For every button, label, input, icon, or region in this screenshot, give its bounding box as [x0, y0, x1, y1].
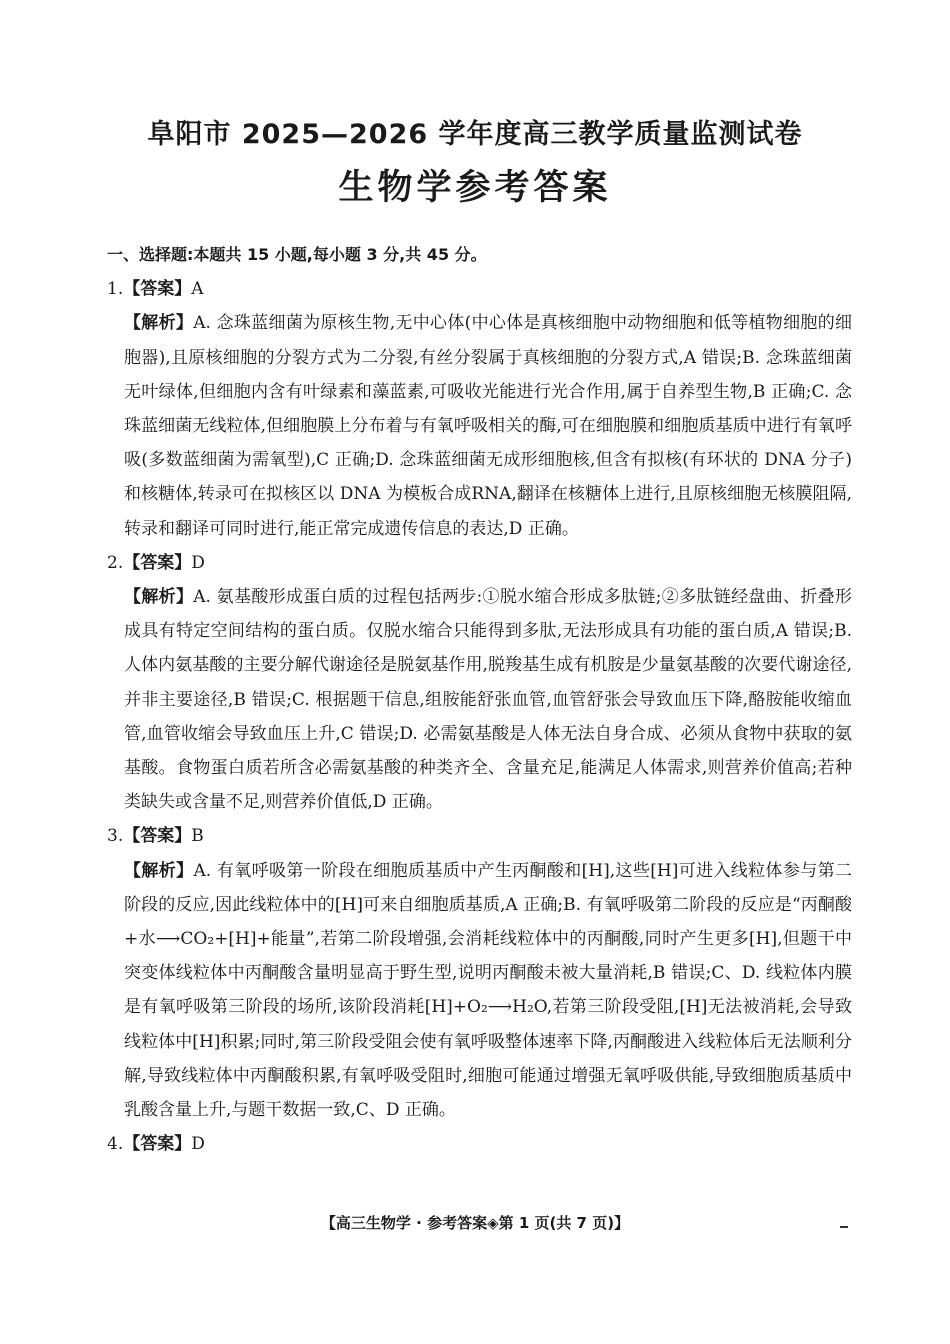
analysis-tag: 【解析】: [124, 860, 194, 881]
question-number: 1.: [107, 279, 124, 300]
answer-tag: 【答案】: [123, 552, 192, 573]
analysis-line: 质,A 错误;B. 人体内氨基酸的主要分解代谢途径是脱氨基作用,脱羧基生成有机胺是少量: [124, 621, 852, 676]
answer-tag: 【答案】: [123, 826, 192, 847]
answer-value: D: [191, 1134, 205, 1155]
analysis-line: B. 念珠蓝细菌无叶绿体,但细胞内含有叶绿素和藻蓝素,可吸收光能进行光合作用,属于自: [124, 347, 852, 402]
analysis-line: 若第三阶段受阻,[H]无法被消耗,会导致线粒体中[H]积累;同时,第三阶段受阻会使有氧: [124, 997, 852, 1052]
question-2-answer: [107, 546, 852, 580]
analysis-line: 呼吸整体速率下降,丙酮酸进入线粒体后无法顺利分解,导致线粒体中丙酮酸积累,有氧呼吸: [124, 1031, 852, 1086]
answer-value: B: [191, 826, 204, 847]
analysis-line: 第二阶段的反应,因此线粒体中的[H]可来自细胞质基质,A 正确;B. 有氧呼吸第二阶段的反: [124, 860, 853, 915]
analysis-tag: 【解析】: [124, 313, 194, 334]
page-footer: 【高三生物学 · 参考答案◈第 1 页(共 7 页)】: [320, 1214, 630, 1232]
question-number: 4.: [107, 1134, 124, 1155]
analysis-line: 量充足,能满足人体需求,则营养价值高;若种类缺失或含量不足,则营养价值低,D 正确。: [124, 758, 852, 813]
analysis-line: 产生更多[H],但题干中突变体线粒体中丙酮酸含量明显高于野生型,说明丙酮酸未被大量: [124, 929, 852, 984]
question-3-analysis: [107, 854, 852, 1128]
answer-content: [107, 238, 852, 1161]
answer-value: A: [191, 279, 204, 300]
document-subtitle: 生物学参考答案: [338, 168, 612, 208]
question-1-answer: [107, 272, 852, 306]
corner-mark: [840, 1226, 848, 1228]
analysis-line: A. 念珠蓝细菌为原核生物,无中心体(中心体是真核细胞中动物细胞和低等植物细胞: [193, 313, 818, 334]
question-1-analysis: [107, 306, 852, 545]
answer-value: D: [191, 552, 205, 573]
analysis-line: 会导致血压下降,酪胺能收缩血管,血管收缩会导致血压上升,C 错误;D. 必需氨基酸是人体: [124, 689, 853, 744]
analysis-line: 胞膜和细胞质基质中进行有氧呼吸(多数蓝细菌为需氧型),C 正确;D. 念珠蓝细菌无成形细: [124, 416, 852, 471]
analysis-line: 应是“丙酮酸+水⟶CO₂+[H]+能量”,若第二阶段增强,会消耗线粒体中的丙酮酸,同时: [124, 894, 852, 950]
question-3-answer: [107, 819, 852, 853]
document-title: 阜阳市 2025—2026 学年度高三教学质量监测试卷: [147, 119, 803, 150]
analysis-line: 传信息的表达,D 正确。: [401, 518, 579, 539]
question-4-answer: [107, 1127, 852, 1161]
analysis-line: 的细胞器),且原核细胞的分裂方式为二分裂,有丝分裂属于真核细胞的分裂方式,A 错误;: [124, 313, 853, 368]
question-2-analysis: [107, 580, 852, 819]
analysis-line: 消耗,B 错误;C、D. 线粒体内膜是有氧呼吸第三阶段的场所,该阶段消耗[H]+O₂⟶H₂O,: [124, 963, 852, 1018]
analysis-line: RNA,翻译在核糖体上进行,且原核细胞无核膜阻隔,转录和翻译可同时进行,能正常完成遗: [124, 484, 852, 539]
answer-tag: 【答案】: [123, 279, 192, 300]
question-number: 2.: [107, 552, 124, 573]
analysis-line: 无法自身合成、必须从食物中获取的氨基酸。食物蛋白质若所含必需氨基酸的种类齐全、含: [124, 723, 853, 779]
question-number: 3.: [107, 826, 124, 847]
analysis-line: 受阻时,细胞可能通过增强无氧呼吸供能,导致细胞质基质中乳酸含量上升,与题干数据一: [124, 1065, 853, 1121]
analysis-line: 胞核,但含有拟核(有环状的 DNA 分子)和核糖体,转录可在拟核区以 DNA 为模板合成: [124, 450, 852, 505]
analysis-line: A. 氨基酸形成蛋白质的过程包括两步:①脱水缩合形成多肽链;②多肽链经盘曲、折: [193, 587, 818, 608]
analysis-line: A. 有氧呼吸第一阶段在细胞质基质中产生丙酮酸和[H],这些[H]可进入线粒体参与: [193, 860, 818, 881]
analysis-line: 叠形成具有特定空间结构的蛋白质。仅脱水缩合只能得到多肽,无法形成具有功能的蛋白: [124, 587, 852, 642]
answer-tag: 【答案】: [123, 1134, 192, 1155]
analysis-line: 养型生物,B 正确;C. 念珠蓝细菌无线粒体,但细胞膜上分布着与有氧呼吸相关的酶,可在细: [124, 381, 852, 437]
analysis-tag: 【解析】: [124, 587, 194, 608]
section-heading: 一、选择题:本题共 15 小题,每小题 3 分,共 45 分。: [107, 245, 487, 264]
analysis-line: 致,C、D 正确。: [333, 1100, 456, 1121]
analysis-line: 氨基酸的次要代谢途径,并非主要途径,B 错误;C. 根据题干信息,组胺能舒张血管,血管舒张: [124, 655, 853, 710]
